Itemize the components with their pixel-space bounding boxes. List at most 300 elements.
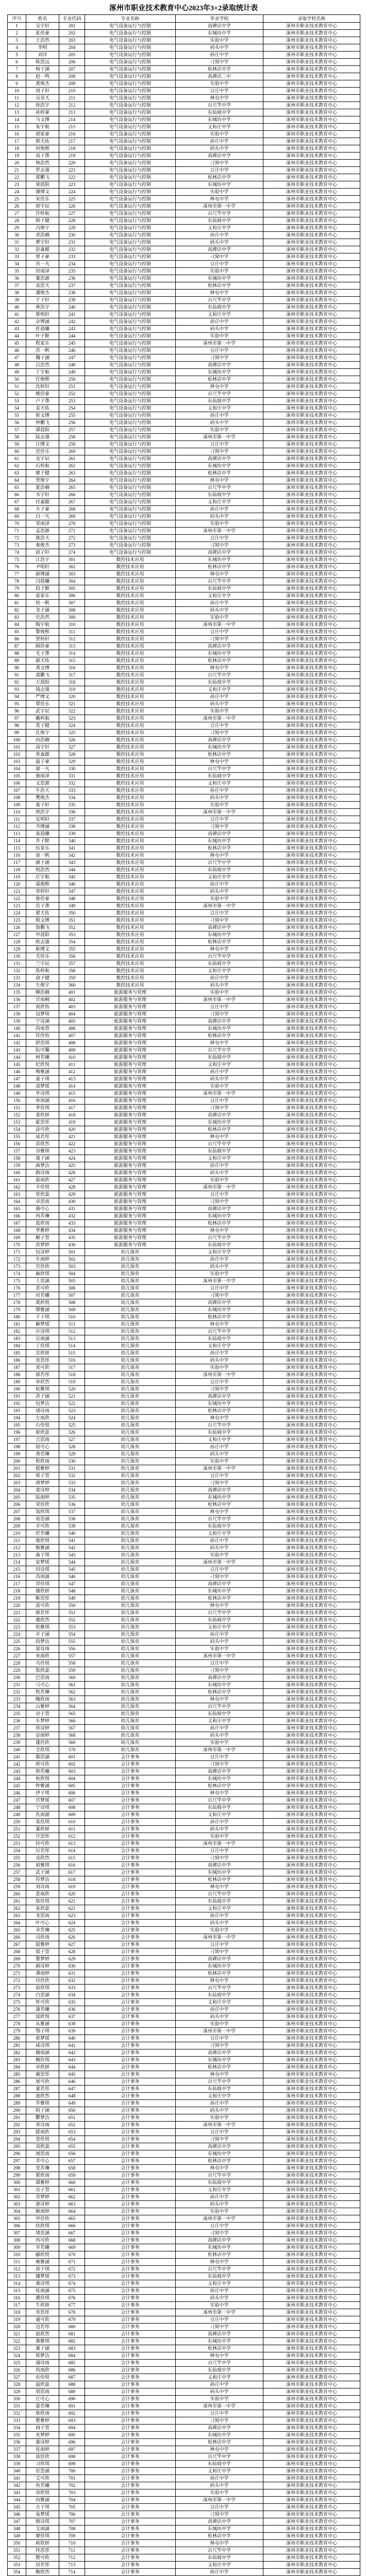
admitted-school: 涿州市职业技术教育中心 — [263, 513, 360, 520]
major-name: 会计事务 — [85, 2324, 176, 2331]
table-row — [8, 1335, 360, 1343]
major-name: 会计事务 — [85, 1869, 176, 1876]
major-code: 247 — [59, 354, 85, 362]
row-index: 12 — [8, 102, 26, 109]
admitted-school: 涿州市职业技术教育中心 — [263, 1696, 360, 1703]
major-name: 会计事务 — [85, 1775, 176, 1783]
row-index: 158 — [8, 1155, 26, 1162]
table-row — [8, 1198, 360, 1206]
major-name: 旅游服务与管理 — [85, 1032, 176, 1040]
student-name: 扶欣琪 — [26, 2223, 59, 2230]
admitted-school: 涿州市职业技术教育中心 — [263, 2179, 360, 2187]
student-name: 车梦婷 — [26, 1718, 59, 1725]
row-index: 90 — [8, 665, 26, 672]
major-code: 419 — [59, 1119, 85, 1126]
student-name: 邓浩楠 — [26, 232, 59, 239]
row-index: 23 — [8, 181, 26, 189]
row-index: 265 — [8, 1927, 26, 1934]
student-name: 林浩然 — [26, 160, 59, 167]
major-name: 会计事务 — [85, 1912, 176, 1920]
major-name: 会计事务 — [85, 2489, 176, 2497]
table-row — [8, 2554, 360, 2562]
admitted-school: 涿州市职业技术教育中心 — [263, 845, 360, 852]
major-code: 535 — [59, 1494, 85, 1501]
graduation-school: 刁窝中学 — [176, 448, 263, 455]
table-row — [8, 556, 360, 564]
row-index: 163 — [8, 1191, 26, 1198]
row-index: 57 — [8, 427, 26, 434]
major-name: 电气设备运行与控制 — [85, 513, 176, 520]
major-name: 会计事务 — [85, 2338, 176, 2345]
table-row — [8, 802, 360, 809]
major-name: 幼儿保育 — [85, 1617, 176, 1624]
admitted-school: 涿州市职业技术教育中心 — [263, 2035, 360, 2042]
table-row — [8, 391, 360, 398]
major-code: 426 — [59, 1170, 85, 1177]
student-name: 汪博文 — [26, 441, 59, 448]
row-index: 77 — [8, 571, 26, 578]
row-index: 76 — [8, 564, 26, 571]
major-name: 旅游服务与管理 — [85, 1011, 176, 1018]
major-code: 425 — [59, 1162, 85, 1170]
major-name: 电气设备运行与控制 — [85, 398, 176, 405]
major-name: 会计事务 — [85, 2158, 176, 2165]
major-code: 202 — [59, 30, 85, 37]
row-index: 139 — [8, 1018, 26, 1025]
major-code: 217 — [59, 138, 85, 145]
major-name: 数控技术应用 — [85, 564, 176, 571]
major-code: 432 — [59, 1213, 85, 1220]
admitted-school: 涿州市职业技术教育中心 — [263, 1054, 360, 1061]
table-row — [8, 1076, 360, 1083]
graduation-school: 刁窝中学 — [176, 2324, 263, 2331]
graduation-school: 刁窝中学 — [176, 1573, 263, 1581]
major-name: 数控技术应用 — [85, 881, 176, 888]
admitted-school: 涿州市职业技术教育中心 — [263, 1537, 360, 1545]
table-row — [8, 1725, 360, 1732]
major-code: 531 — [59, 1465, 85, 1472]
major-code: 326 — [59, 737, 85, 744]
major-name: 电气设备运行与控制 — [85, 282, 176, 290]
graduation-school: 实验中学 — [176, 2396, 263, 2403]
admitted-school: 涿州市职业技术教育中心 — [263, 37, 360, 44]
table-row — [8, 1790, 360, 1797]
major-code: 436 — [59, 1242, 85, 1249]
major-code: 238 — [59, 290, 85, 297]
graduation-school: 高碑店中学 — [176, 2237, 263, 2244]
graduation-school: 码头中学 — [176, 2388, 263, 2396]
student-name: 鲁佳豪 — [26, 895, 59, 903]
graduation-school: 高碑店中学 — [176, 1581, 263, 1588]
row-index: 53 — [8, 398, 26, 405]
major-name: 电气设备运行与控制 — [85, 311, 176, 318]
graduation-school: 东仙坡中学 — [176, 1898, 263, 1905]
admitted-school: 涿州市职业技术教育中心 — [263, 1011, 360, 1018]
table-row — [8, 2367, 360, 2374]
table-row — [8, 1595, 360, 1602]
major-name: 电气设备运行与控制 — [85, 174, 176, 181]
graduation-school: 百尺竿中学 — [176, 766, 263, 773]
row-index: 215 — [8, 1566, 26, 1573]
table-row — [8, 1292, 360, 1299]
major-name: 电气设备运行与控制 — [85, 492, 176, 499]
major-code: 332 — [59, 780, 85, 787]
admitted-school: 涿州市职业技术教育中心 — [263, 506, 360, 513]
major-code: 701 — [59, 2475, 85, 2482]
document-title: 涿州市职业技术教育中心2023年3+2录取统计表 — [109, 5, 258, 12]
admitted-school: 涿州市职业技术教育中心 — [263, 2439, 360, 2446]
row-index: 196 — [8, 1429, 26, 1436]
table-row — [8, 492, 360, 499]
admitted-school: 涿州市职业技术教育中心 — [263, 571, 360, 578]
table-row — [8, 758, 360, 766]
student-name: 羊可欣 — [26, 1523, 59, 1530]
admitted-school: 涿州市职业技术教育中心 — [263, 448, 360, 455]
table-row — [8, 1270, 360, 1278]
admitted-school: 涿州市职业技术教育中心 — [263, 398, 360, 405]
student-name: 常嘉懿 — [26, 751, 59, 758]
major-name: 幼儿保育 — [85, 1653, 176, 1660]
major-code: 524 — [59, 1415, 85, 1422]
admitted-school: 涿州市职业技术教育中心 — [263, 1112, 360, 1119]
row-index: 262 — [8, 1905, 26, 1912]
major-name: 会计事务 — [85, 2244, 176, 2251]
major-code: 540 — [59, 1530, 85, 1537]
graduation-school: 东城坊中学 — [176, 1588, 263, 1595]
major-code: 666 — [59, 2223, 85, 2230]
header-major-code: 专业代码 — [59, 15, 85, 23]
admitted-school: 涿州市职业技术教育中心 — [263, 354, 360, 362]
admitted-school: 涿州市职业技术教育中心 — [263, 73, 360, 80]
major-code: 538 — [59, 1516, 85, 1523]
student-name: 邢浩宇 — [26, 809, 59, 816]
row-index: 243 — [8, 1768, 26, 1775]
major-name: 会计事务 — [85, 1790, 176, 1797]
table-row — [8, 1588, 360, 1595]
row-index: 59 — [8, 441, 26, 448]
graduation-school: 涿州市第一中学 — [176, 2497, 263, 2504]
table-row — [8, 1364, 360, 1371]
row-index: 166 — [8, 1213, 26, 1220]
major-name: 旅游服务与管理 — [85, 1191, 176, 1198]
student-name: 缪雅涵 — [26, 1307, 59, 1314]
graduation-school: 豆庄中学 — [176, 1379, 263, 1386]
graduation-school: 孙庄中学 — [176, 1631, 263, 1638]
student-name: 聂俊熙 — [26, 881, 59, 888]
table-row — [8, 528, 360, 535]
major-name: 会计事务 — [85, 2237, 176, 2244]
major-code: 657 — [59, 2158, 85, 2165]
table-row — [8, 1566, 360, 1573]
student-name: 孟思源 — [26, 528, 59, 535]
table-row — [8, 2504, 360, 2511]
major-name: 会计事务 — [85, 1819, 176, 1826]
major-code: 321 — [59, 701, 85, 708]
row-index: 40 — [8, 304, 26, 311]
major-name: 幼儿保育 — [85, 1429, 176, 1436]
row-index: 93 — [8, 686, 26, 693]
student-name: 充梦婷 — [26, 2432, 59, 2439]
graduation-school: 码头中学 — [176, 1357, 263, 1364]
row-index: 193 — [8, 1408, 26, 1415]
major-name: 幼儿保育 — [85, 1682, 176, 1689]
row-index: 74 — [8, 549, 26, 556]
major-code: 414 — [59, 1083, 85, 1090]
admitted-school: 涿州市职业技术教育中心 — [263, 145, 360, 152]
row-index: 61 — [8, 455, 26, 463]
major-name: 旅游服务与管理 — [85, 1054, 176, 1061]
major-name: 会计事务 — [85, 1768, 176, 1775]
row-index: 261 — [8, 1898, 26, 1905]
major-code: 331 — [59, 773, 85, 780]
student-name: 欧志强 — [26, 939, 59, 946]
major-name: 幼儿保育 — [85, 1444, 176, 1451]
graduation-school: 林屯中学 — [176, 665, 263, 672]
student-name: 仇雨涵 — [26, 1811, 59, 1819]
admitted-school: 涿州市职业技术教育中心 — [263, 823, 360, 831]
graduation-school: 实验中学 — [176, 989, 263, 996]
graduation-school: 东城坊中学 — [176, 1963, 263, 1970]
table-row — [8, 1956, 360, 1963]
row-index: 5 — [8, 52, 26, 59]
major-name: 电气设备运行与控制 — [85, 246, 176, 253]
graduation-school: 林屯中学 — [176, 2071, 263, 2078]
major-name: 会计事务 — [85, 2100, 176, 2107]
admitted-school: 涿州市职业技术教育中心 — [263, 427, 360, 434]
major-code: 360 — [59, 982, 85, 989]
admitted-school: 涿州市职业技术教育中心 — [263, 1530, 360, 1537]
admitted-school: 涿州市职业技术教育中心 — [263, 2215, 360, 2223]
table-row — [8, 1278, 360, 1285]
row-index: 259 — [8, 1884, 26, 1891]
student-name: 田雨泽 — [26, 268, 59, 275]
major-code: 413 — [59, 1076, 85, 1083]
student-name: 崔文博 — [26, 412, 59, 419]
major-code: 552 — [59, 1617, 85, 1624]
admitted-school: 涿州市职业技术教育中心 — [263, 1097, 360, 1105]
major-code: 527 — [59, 1436, 85, 1444]
major-code: 222 — [59, 174, 85, 181]
major-code: 648 — [59, 2093, 85, 2100]
student-name: 山雅婷 — [26, 1703, 59, 1710]
major-name: 幼儿保育 — [85, 1299, 176, 1307]
row-index: 190 — [8, 1386, 26, 1393]
admitted-school: 涿州市职业技术教育中心 — [263, 585, 360, 592]
student-name: 杨子涵 — [26, 66, 59, 73]
table-row — [8, 2122, 360, 2129]
table-row — [8, 1826, 360, 1833]
graduation-school: 百尺竿中学 — [176, 1985, 263, 1992]
student-name: 潘俊杰 — [26, 290, 59, 297]
graduation-school: 高碑店中学 — [176, 2049, 263, 2057]
major-name: 会计事务 — [85, 1898, 176, 1905]
student-name: 李明 — [26, 44, 59, 52]
student-name: 唐宇辰 — [26, 203, 59, 210]
major-code: 219 — [59, 152, 85, 160]
admitted-school: 涿州市职业技术教育中心 — [263, 376, 360, 383]
major-name: 会计事务 — [85, 2367, 176, 2374]
row-index: 349 — [8, 2533, 26, 2540]
row-index: 152 — [8, 1112, 26, 1119]
major-name: 会计事务 — [85, 1934, 176, 1941]
table-row — [8, 2324, 360, 2331]
major-code: 233 — [59, 253, 85, 261]
major-name: 电气设备运行与控制 — [85, 369, 176, 376]
graduation-school: 实验中学 — [176, 1833, 263, 1840]
major-name: 会计事务 — [85, 2035, 176, 2042]
table-row — [8, 1667, 360, 1674]
admitted-school: 涿州市职业技术教育中心 — [263, 2432, 360, 2439]
graduation-school: 松林店中学 — [176, 282, 263, 290]
graduation-school: 东城坊中学 — [176, 1025, 263, 1032]
major-code: 529 — [59, 1451, 85, 1458]
graduation-school: 刁窝中学 — [176, 542, 263, 549]
graduation-school: 百尺竿中学 — [176, 859, 263, 867]
student-name: 邵鹏飞 — [26, 672, 59, 679]
student-name: 郝天佑 — [26, 657, 59, 665]
row-index: 326 — [8, 2367, 26, 2374]
graduation-school: 百尺竿中学 — [176, 578, 263, 585]
major-name: 数控技术应用 — [85, 895, 176, 903]
major-name: 幼儿保育 — [85, 1422, 176, 1429]
student-name: 廖佳琪 — [26, 2533, 59, 2540]
major-code: 428 — [59, 1184, 85, 1191]
graduation-school: 东城坊中学 — [176, 2432, 263, 2439]
row-index: 228 — [8, 1660, 26, 1667]
major-code: 246 — [59, 347, 85, 354]
row-index: 109 — [8, 802, 26, 809]
row-index: 127 — [8, 931, 26, 939]
row-index: 250 — [8, 1819, 26, 1826]
graduation-school: 东仙坡中学 — [176, 1710, 263, 1718]
major-name: 电气设备运行与控制 — [85, 253, 176, 261]
row-index: 296 — [8, 2150, 26, 2158]
student-name: 施雨泽 — [26, 773, 59, 780]
admitted-school: 涿州市职业技术教育中心 — [263, 2150, 360, 2158]
major-name: 数控技术应用 — [85, 816, 176, 823]
row-index: 211 — [8, 1537, 26, 1545]
graduation-school: 豆庄中学 — [176, 2410, 263, 2417]
major-code: 633 — [59, 1985, 85, 1992]
admitted-school: 涿州市职业技术教育中心 — [263, 2208, 360, 2215]
admitted-school: 涿州市职业技术教育中心 — [263, 657, 360, 665]
major-code: 660 — [59, 2179, 85, 2187]
table-row — [8, 1408, 360, 1415]
table-row — [8, 102, 360, 109]
row-index: 49 — [8, 369, 26, 376]
table-row — [8, 347, 360, 354]
table-row — [8, 1328, 360, 1335]
major-code: 536 — [59, 1501, 85, 1509]
student-name: 裘欣悦 — [26, 1299, 59, 1307]
table-row — [8, 686, 360, 693]
student-name: 戎欣然 — [26, 1855, 59, 1862]
graduation-school: 林屯中学 — [176, 2259, 263, 2266]
table-row — [8, 1191, 360, 1198]
row-index: 153 — [8, 1119, 26, 1126]
major-name: 幼儿保育 — [85, 1321, 176, 1328]
major-name: 幼儿保育 — [85, 1696, 176, 1703]
graduation-school: 林屯中学 — [176, 1133, 263, 1141]
major-name: 电气设备运行与控制 — [85, 167, 176, 174]
row-index: 82 — [8, 607, 26, 614]
row-index: 105 — [8, 773, 26, 780]
major-code: 662 — [59, 2194, 85, 2201]
admitted-school: 涿州市职业技术教育中心 — [263, 2526, 360, 2533]
major-code: 537 — [59, 1509, 85, 1516]
table-row — [8, 2049, 360, 2057]
graduation-school: 码头中学 — [176, 239, 263, 246]
admitted-school: 涿州市职业技术教育中心 — [263, 1624, 360, 1631]
row-index: 124 — [8, 910, 26, 917]
admitted-school: 涿州市职业技术教育中心 — [263, 2338, 360, 2345]
table-row — [8, 189, 360, 196]
major-name: 旅游服务与管理 — [85, 1155, 176, 1162]
major-name: 数控技术应用 — [85, 758, 176, 766]
table-row — [8, 88, 360, 95]
student-name: 涂可欣 — [26, 1126, 59, 1133]
graduation-school: 实验中学 — [176, 2489, 263, 2497]
major-code: 631 — [59, 1970, 85, 1977]
major-code: 503 — [59, 1263, 85, 1270]
student-name: 耿博文 — [26, 946, 59, 953]
table-row — [8, 2338, 360, 2345]
student-name: 靳思彤 — [26, 1595, 59, 1602]
row-index: 114 — [8, 838, 26, 845]
row-index: 304 — [8, 2208, 26, 2215]
major-name: 旅游服务与管理 — [85, 1184, 176, 1191]
student-name: 易晨曦 — [26, 831, 59, 838]
major-code: 356 — [59, 953, 85, 960]
admitted-school: 涿州市职业技术教育中心 — [263, 2042, 360, 2049]
major-name: 幼儿保育 — [85, 1451, 176, 1458]
graduation-school: 高碑店中学 — [176, 1299, 263, 1307]
table-row — [8, 672, 360, 679]
row-index: 26 — [8, 203, 26, 210]
student-name: 阴子涵 — [26, 2107, 59, 2114]
student-name: 焦梓航 — [26, 968, 59, 975]
graduation-school: 豆庄中学 — [176, 261, 263, 268]
graduation-school: 涿州市第一中学 — [176, 434, 263, 441]
admitted-school: 涿州市职业技术教育中心 — [263, 1393, 360, 1400]
row-index: 55 — [8, 412, 26, 419]
graduation-school: 高碑店中学 — [176, 1393, 263, 1400]
major-name: 会计事务 — [85, 1876, 176, 1884]
student-name: 车雨婷 — [26, 1256, 59, 1263]
major-code: 692 — [59, 2410, 85, 2417]
row-index: 283 — [8, 2057, 26, 2064]
table-row — [8, 1061, 360, 1069]
row-index: 184 — [8, 1343, 26, 1350]
graduation-school: 义和庄中学 — [176, 1718, 263, 1725]
graduation-school: 林屯中学 — [176, 1602, 263, 1609]
major-code: 709 — [59, 2533, 85, 2540]
table-row — [8, 1602, 360, 1609]
admitted-school: 涿州市职业技术教育中心 — [263, 1061, 360, 1069]
major-name: 会计事务 — [85, 1948, 176, 1956]
major-name: 幼儿保育 — [85, 1732, 176, 1739]
graduation-school: 孙庄中学 — [176, 2194, 263, 2201]
admitted-school: 涿州市职业技术教育中心 — [263, 2266, 360, 2273]
table-row — [8, 37, 360, 44]
row-index: 234 — [8, 1703, 26, 1710]
student-name: 龚若琳 — [26, 1451, 59, 1458]
major-name: 数控技术应用 — [85, 592, 176, 600]
major-name: 会计事务 — [85, 2179, 176, 2187]
major-code: 338 — [59, 823, 85, 831]
table-row — [8, 1545, 360, 1552]
major-code: 559 — [59, 1667, 85, 1674]
